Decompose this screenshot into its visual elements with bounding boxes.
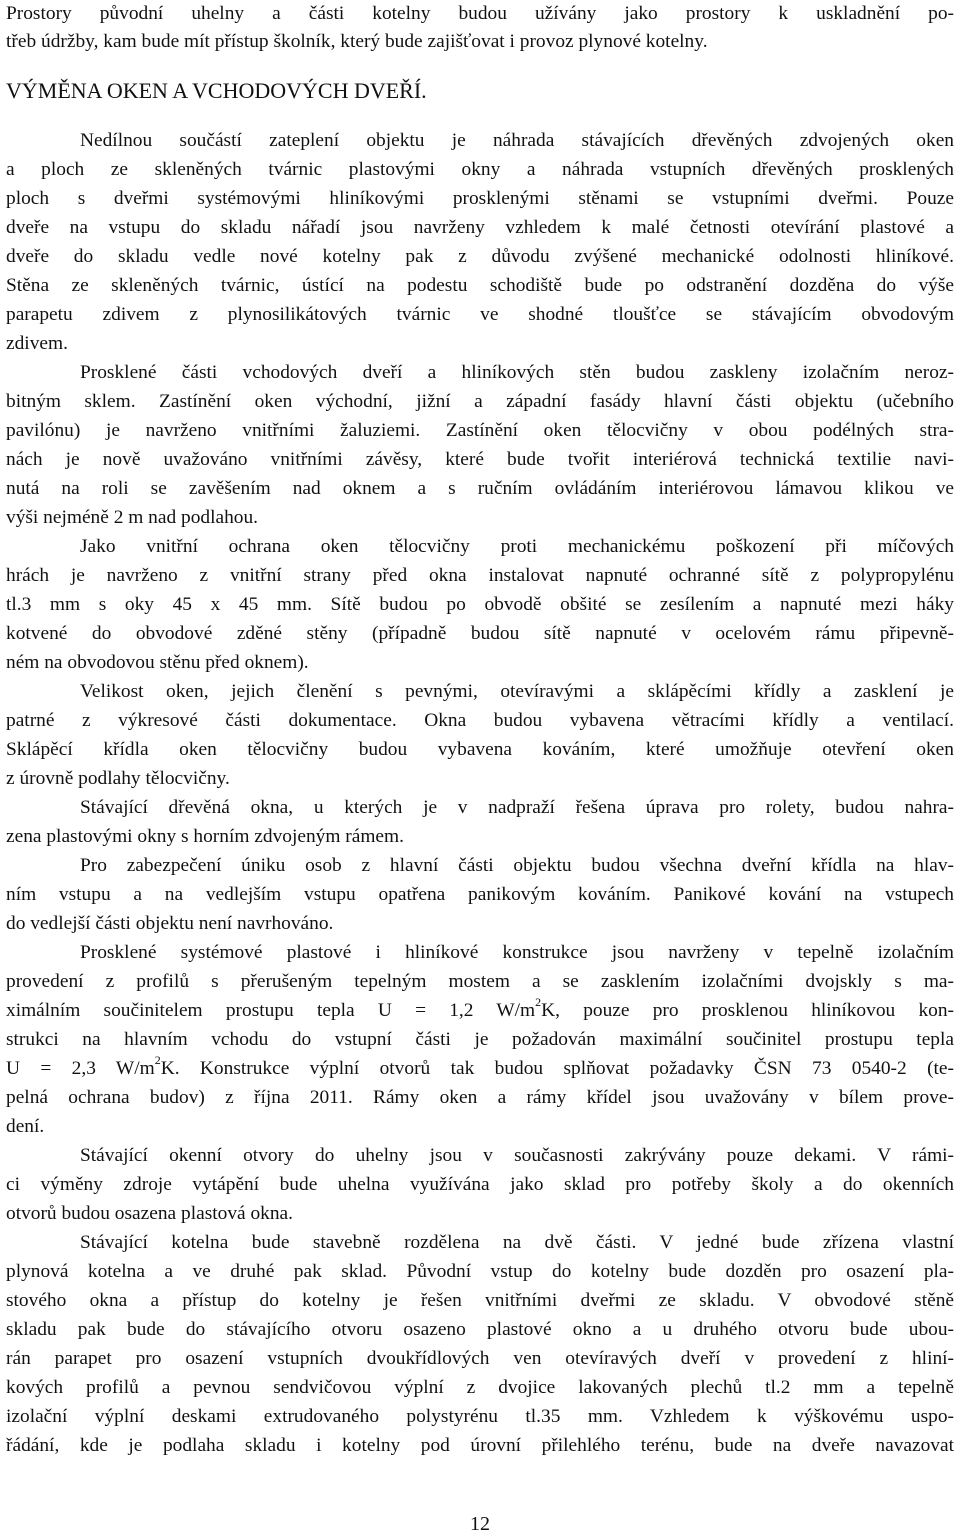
- paragraph-line: patrné z výkresové části dokumentace. Okna budou vybavena větracími křídly a ventilací.: [6, 710, 954, 731]
- superscript: 2: [154, 1052, 161, 1067]
- paragraph-line: skladu pak bude do stávajícího otvoru osazeno plastové okno a u druhého otvoru bude ubou-: [6, 1319, 954, 1340]
- paragraph-line: pavilónu) je navrženo vnitřními žaluziemi. Zastínění oken tělocvičny v obou podélných stra-: [6, 420, 954, 441]
- paragraph-line: Nedílnou součástí zateplení objektu je náhrada stávajících dřevěných zdvojených oken: [80, 130, 954, 151]
- paragraph-line: Stávající kotelna bude stavebně rozdělena na dvě části. V jedné bude zřízena vlastní: [80, 1232, 954, 1253]
- paragraph-line: [6, 1054, 954, 1083]
- paragraph-line: ci výměny zdroje vytápění bude uhelna využívána jako sklad pro potřeby školy a do okenních: [6, 1174, 954, 1195]
- line-segment: K. Konstrukce výplní otvorů tak budou splňovat požadavky ČSN 73 0540-2 (te-: [160, 1058, 954, 1079]
- paragraph-line: Stěna ze skleněných tvárnic, ústící na podestu schodiště bude po odstranění dozděna do výše: [6, 275, 954, 296]
- paragraph-line: a ploch ze skleněných tvárnic plastovými okny a náhrada vstupních dřevěných prosklených: [6, 159, 954, 180]
- paragraph-line: Prosklené systémové plastové i hliníkové konstrukce jsou navrženy v tepelně izolačním: [80, 942, 954, 963]
- line-segment: ximálním součinitelem prostupu tepla U = 1,2 W/m: [6, 1000, 536, 1021]
- paragraph-line: Prosklené části vchodových dveří a hliníkových stěn budou zaskleny izolačním neroz-: [80, 362, 954, 383]
- paragraph-line: ném na obvodovou stěnu před oknem).: [6, 652, 309, 673]
- paragraph-line: do vedlejší části objektu není navrhováno.: [6, 913, 334, 934]
- line-segment: K, pouze pro prosklenou hliníkovou kon-: [541, 1000, 954, 1021]
- page-number: 12: [470, 1513, 490, 1535]
- paragraph-line: stového okna a přístup do kotelny je řešen vnitřními dveřmi ze skladu. V obvodové stěně: [6, 1290, 954, 1311]
- section-heading: VÝMĚNA OKEN A VCHODOVÝCH DVEŘÍ.: [6, 78, 427, 103]
- paragraph-line: bitným sklem. Zastínění oken východní, jižní a západní fasády hlavní části objektu (učebního: [6, 391, 954, 412]
- line-segment: U = 2,3 W/m: [6, 1058, 155, 1079]
- paragraph-line: zdivem.: [6, 333, 68, 354]
- paragraph-line: provedení z profilů s přerušeným tepelným mostem a se zasklením izolačními dvojskly s ma-: [6, 971, 954, 992]
- paragraph-line: nutá na roli se zavěšením nad oknem a s ručním ovládáním interiérovou lámavou klikou ve: [6, 478, 954, 499]
- paragraph-line: rán parapet pro osazení vstupních dvoukřídlových ven otevíravých dveří v provedení z hliní-: [6, 1348, 954, 1369]
- paragraph-line: výši nejméně 2 m nad podlahou.: [6, 507, 259, 528]
- paragraph-line: strukci na hlavním vchodu do vstupní části je požadován maximální součinitel prostupu tepla: [6, 1029, 954, 1050]
- paragraph-line: otvorů budou osazena plastová okna.: [6, 1203, 294, 1224]
- paragraph-line: z úrovně podlahy tělocvičny.: [6, 768, 230, 789]
- paragraph-line: hrách je navrženo z vnitřní strany před okna instalovat napnuté ochranné sítě z polypropylénu: [6, 565, 954, 586]
- paragraph-line: zena plastovými okny s horním zdvojeným rámem.: [6, 826, 404, 847]
- paragraph-line: kotvené do obvodové zděné stěny (případně budou sítě napnuté v ocelovém rámu připevně-: [6, 623, 954, 644]
- paragraph-line: dení.: [6, 1116, 45, 1137]
- paragraph-line: Stávající okenní otvory do uhelny jsou v současnosti zakrývány pouze dekami. V rámi-: [80, 1145, 954, 1166]
- paragraph-line: řádání, kde je podlaha skladu i kotelny pod úrovní přilehlého terénu, bude na dveře navazovat: [6, 1435, 954, 1456]
- paragraph-line: Stávající dřevěná okna, u kterých je v nadpraží řešena úprava pro rolety, budou nahra-: [80, 797, 954, 818]
- paragraph-line: parapetu zdivem z plynosilikátových tvárnic ve shodné tloušťce se stávajícím obvodovým: [6, 304, 954, 325]
- paragraph-line: ploch s dveřmi systémovými hliníkovými prosklenými stěnami se vstupními dveřmi. Pouze: [6, 188, 954, 209]
- paragraph-line: nách je nově uvažováno vnitřními závěsy, které bude tvořit interiérová technická textilie navi-: [6, 449, 954, 470]
- paragraph-line: třeb údržby, kam bude mít přístup školník, který bude zajišťovat i provoz plynové kotelny.: [6, 31, 708, 52]
- superscript: 2: [535, 994, 542, 1009]
- paragraph-line: dveře do skladu vedle nové kotelny pak z důvodu zvýšené mechanické odolnosti hliníkové.: [6, 246, 954, 267]
- paragraph-line: Jako vnitřní ochrana oken tělocvičny proti mechanickému poškození při míčových: [80, 536, 954, 557]
- paragraph-line: kových profilů a pevnou sendvičovou výplní z dvojice lakovaných plechů tl.2 mm a tepelně: [6, 1377, 954, 1398]
- paragraph-line: Prostory původní uhelny a části kotelny budou užívány jako prostory k uskladnění po-: [6, 3, 954, 24]
- paragraph-line: Pro zabezpečení úniku osob z hlavní části objektu budou všechna dveřní křídla na hlav-: [80, 855, 954, 876]
- paragraph-line: izolační výplní deskami extrudovaného polystyrénu tl.35 mm. Vzhledem k výškovému uspo-: [6, 1406, 954, 1427]
- paragraph-line: plynová kotelna a ve druhé pak sklad. Původní vstup do kotelny bude dozděn pro osazení pla-: [6, 1261, 954, 1282]
- paragraph-line: [6, 996, 954, 1025]
- paragraph-line: tl.3 mm s oky 45 x 45 mm. Sítě budou po obvodě obšité se zesílením a napnuté mezi háky: [6, 594, 954, 615]
- paragraph-line: pelná ochrana budov) z října 2011. Rámy oken a rámy křídel jsou uvažovány v bílem prove-: [6, 1087, 954, 1108]
- paragraph-line: Velikost oken, jejich členění s pevnými, otevíravými a sklápěcími křídly a zasklení je: [80, 681, 954, 702]
- paragraph-line: dveře na vstupu do skladu nářadí jsou navrženy vzhledem k malé četnosti otevírání plastové a: [6, 217, 954, 238]
- paragraph-line: ním vstupu a na vedlejším vstupu opatřena panikovým kováním. Panikové kování na vstupech: [6, 884, 954, 905]
- paragraph-line: Sklápěcí křídla oken tělocvičny budou vybavena kováním, které umožňuje otevření oken: [6, 739, 954, 760]
